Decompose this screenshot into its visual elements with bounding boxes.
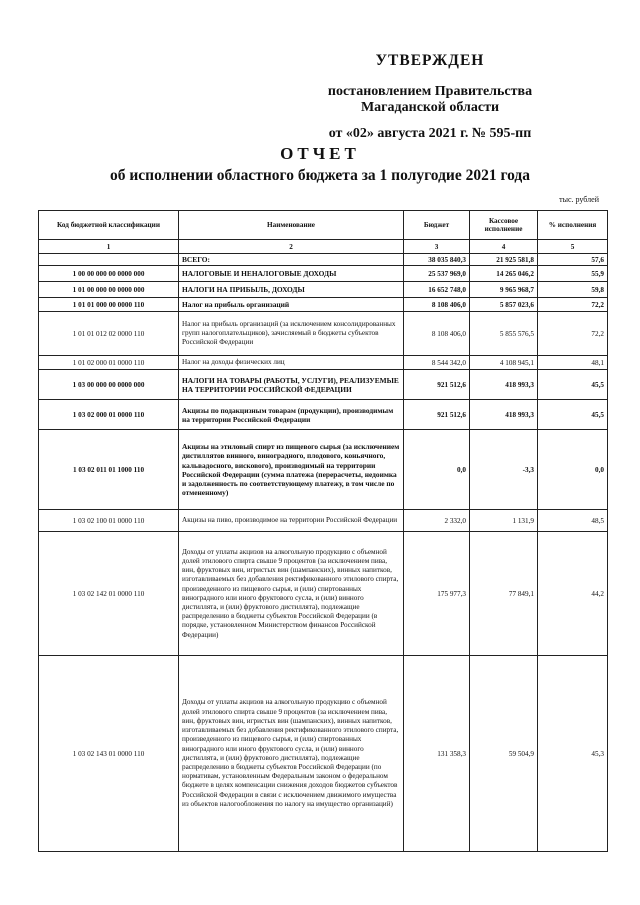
row-name: Налог на доходы физических лиц [179,356,404,370]
row-percent: 72,2 [538,312,608,356]
table-row [39,266,608,282]
row-execution: 5 857 023,6 [470,298,538,312]
row-percent: 72,2 [538,298,608,312]
row-percent: 45,3 [538,656,608,852]
column-number: 3 [404,240,470,254]
table-row [39,356,608,370]
column-number: 1 [39,240,179,254]
table-row [39,298,608,312]
row-name: Налог на прибыль организаций (за исключением консолидированных групп налогоплательщиков), зачисляемый в бюджеты субъектов Российской Федерации [179,312,404,356]
column-number-row [39,240,608,254]
column-number: 4 [470,240,538,254]
row-code: 1 01 01 012 02 0000 110 [39,312,179,356]
row-percent: 0,0 [538,430,608,510]
row-execution: 418 993,3 [470,400,538,430]
header-name: Наименование [179,211,404,240]
table-row [39,532,608,656]
header-budget: Бюджет [404,211,470,240]
row-code [39,254,179,266]
row-execution: 14 265 046,2 [470,266,538,282]
row-execution: 59 504,9 [470,656,538,852]
row-budget: 8 108 406,0 [404,312,470,356]
row-budget: 921 512,6 [404,400,470,430]
row-percent: 45,5 [538,370,608,400]
header-execution: Кассовое исполнение [470,211,538,240]
row-name: Налог на прибыль организаций [179,298,404,312]
row-execution: 5 855 576,5 [470,312,538,356]
row-budget: 25 537 969,0 [404,266,470,282]
row-execution: 9 965 968,7 [470,282,538,298]
column-number: 2 [179,240,404,254]
header-percent: % исполнения [538,211,608,240]
row-code: 1 03 02 143 01 0000 110 [39,656,179,852]
approval-line-2: Магаданской области [360,100,500,115]
table-row [39,370,608,400]
row-name: Доходы от уплаты акцизов на алкогольную продукцию с объемной долей этилового спирта свыше 9 процентов (за исключением пива, вин, фруктовых вин, игристых вин (шампанских), винных напитков, изготавливаемых без добавления ректификованного этилового спирта, произведенного из пищевого сырья, и (или) спиртованных виноградного или иного фруктового сусла, и (или) винного дистиллята, и (или) фруктового дистиллята), подлежащие распределению в бюджеты субъектов Российской Федерации (в порядке, установленном Министерством финансов Российской Федерации) [179,532,404,656]
table-row [39,400,608,430]
row-name: НАЛОГОВЫЕ И НЕНАЛОГОВЫЕ ДОХОДЫ [179,266,404,282]
row-code: 1 01 00 000 00 0000 000 [39,282,179,298]
row-budget: 0,0 [404,430,470,510]
row-name: Акцизы на этиловый спирт из пищевого сырья (за исключением дистиллятов винного, виноградного, плодового, коньячного, кальвадосного, вискового), производимый на территории Российской Федерации (сумма платежа (перерасчеты, недоимка и задолженность по соответствующему платежу, в том числе по отмененному) [179,430,404,510]
approval-title: УТВЕРЖДЕН [375,52,485,69]
row-code: 1 03 02 011 01 1000 110 [39,430,179,510]
row-budget: 38 035 840,3 [404,254,470,266]
header-code: Код бюджетной классификации [39,211,179,240]
table-row [39,282,608,298]
approval-line-3: от «02» августа 2021 г. № 595-пп [328,126,532,141]
row-budget: 8 544 342,0 [404,356,470,370]
row-code: 1 03 00 000 00 0000 000 [39,370,179,400]
row-name: Акцизы по подакцизным товарам (продукции), производимым на территории Российской Федерации [179,400,404,430]
row-percent: 44,2 [538,532,608,656]
row-execution: 21 925 581,8 [470,254,538,266]
table-header-row [39,211,608,240]
row-name: Доходы от уплаты акцизов на алкогольную продукцию с объемной долей этилового спирта свыше 9 процентов (за исключением пива, вин, фруктовых вин, игристых вин (шампанских), винных напитков, изготавливаемых без добавления ректификованного этилового спирта, произведенного из пищевого сырья, и (или) спиртованных виноградного или иного фруктового сусла, и (или) винного дистиллята, и (или) фруктового дистиллята), подлежащие распределению в бюджеты субъектов Российской Федерации (по нормативам, установленным Федеральным законом о федеральном бюджете в целях компенсации снижения доходов бюджетов субъектов Российской Федерации в связи с исключением движимого имущества из объектов налогообложения по налогу на имущество организаций) [179,656,404,852]
units-label: тыс. рублей [559,195,599,204]
row-budget: 16 652 748,0 [404,282,470,298]
row-execution: 77 849,1 [470,532,538,656]
budget-table [38,210,608,852]
row-execution: 4 108 945,1 [470,356,538,370]
row-budget: 131 358,3 [404,656,470,852]
table-row [39,656,608,852]
report-title: ОТЧЕТ [280,144,360,163]
row-code: 1 03 02 142 01 0000 110 [39,532,179,656]
row-percent: 59,8 [538,282,608,298]
table-row [39,510,608,532]
row-percent: 48,5 [538,510,608,532]
report-subtitle: об исполнении областного бюджета за 1 полугодие 2021 года [109,167,531,184]
row-budget: 921 512,6 [404,370,470,400]
row-percent: 55,9 [538,266,608,282]
row-name: Акцизы на пиво, производимое на территории Российской Федерации [179,510,404,532]
row-code: 1 00 00 000 00 0000 000 [39,266,179,282]
row-name: ВСЕГО: [179,254,404,266]
row-code: 1 03 02 000 01 0000 110 [39,400,179,430]
row-percent: 45,5 [538,400,608,430]
row-budget: 175 977,3 [404,532,470,656]
row-budget: 2 332,0 [404,510,470,532]
row-execution: 1 131,9 [470,510,538,532]
approval-line-1: постановлением Правительства [327,84,533,99]
row-code: 1 03 02 100 01 0000 110 [39,510,179,532]
row-name: НАЛОГИ НА ПРИБЫЛЬ, ДОХОДЫ [179,282,404,298]
row-name: НАЛОГИ НА ТОВАРЫ (РАБОТЫ, УСЛУГИ), РЕАЛИЗУЕМЫЕ НА ТЕРРИТОРИИ РОССИЙСКОЙ ФЕДЕРАЦИИ [179,370,404,400]
table-row [39,430,608,510]
row-code: 1 01 01 000 00 0000 110 [39,298,179,312]
row-percent: 57,6 [538,254,608,266]
row-percent: 48,1 [538,356,608,370]
approval-block [300,52,560,142]
table-body [39,254,608,852]
row-execution: 418 993,3 [470,370,538,400]
row-execution: -3,3 [470,430,538,510]
column-number: 5 [538,240,608,254]
row-budget: 8 108 406,0 [404,298,470,312]
table-row [39,312,608,356]
table-row [39,254,608,266]
row-code: 1 01 02 000 01 0000 110 [39,356,179,370]
